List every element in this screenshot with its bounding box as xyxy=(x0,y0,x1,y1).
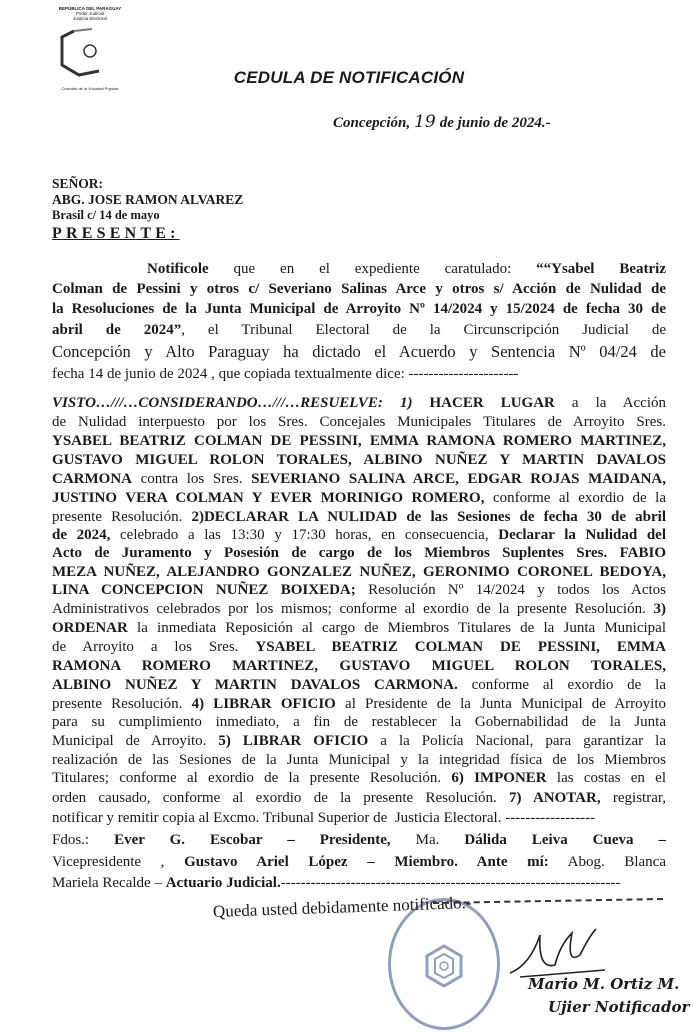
body-text-segment: 6) IMPONER xyxy=(451,770,547,786)
closing-statement: Queda usted debidamente notificado.- xyxy=(212,892,472,921)
body-line xyxy=(52,300,666,318)
body-text-segment: ORDENAR xyxy=(52,620,128,636)
body-line xyxy=(52,853,666,871)
body-text-segment: YSABEL BEATRIZ COLMAN DE PESSINI, EMMA xyxy=(255,639,667,655)
date-day-handwritten: 19 xyxy=(414,112,436,132)
body-text-segment: Abog. Blanca xyxy=(548,854,666,870)
body-text-segment: SEVERIANO SALINA ARCE, EDGAR ROJAS MAIDANA, xyxy=(251,471,666,487)
body-text-segment: 4) LIBRAR OFICIO xyxy=(191,696,336,712)
body-text-segment: Administrativos celebrados por los mismos; conforme al exordio de la presente Resolución. xyxy=(52,601,654,617)
body-line xyxy=(52,489,666,507)
body-line xyxy=(52,676,666,694)
body-text-segment: Actuario Judicial. xyxy=(165,875,281,891)
body-text-segment: conforme al exordio de la xyxy=(484,490,666,506)
recipient-address: Brasil c/ 14 de mayo xyxy=(52,208,160,222)
body-text-segment: fecha 14 de junio de 2024 , que copiada textualmente dice: ---------------------- xyxy=(52,366,519,382)
body-text-segment: notificar y remitir copia al Excmo. Tribunal Superior de Justicia Electoral. ------------------ xyxy=(52,810,596,826)
body-text-segment: , el Tribunal Electoral de la Circunscripción Judicial de xyxy=(181,322,666,338)
body-line xyxy=(52,343,666,361)
date-rest: de junio de 2024.- xyxy=(439,115,551,131)
body-line xyxy=(52,600,666,618)
body-text-segment: 2)DECLARAR LA NULIDAD de las Sesiones de fecha 30 de abril xyxy=(191,509,666,525)
body-text-segment: orden causado, conforme al exordio de la presente Resolución. xyxy=(52,790,510,806)
body-text-segment: presente Resolución. xyxy=(52,509,192,525)
body-text-segment: 3) xyxy=(653,601,666,617)
logo-bottom-text: Custodio de la Voluntad Popular xyxy=(61,86,119,91)
date-line xyxy=(333,112,551,132)
body-text-segment: contra los Sres. xyxy=(132,471,252,487)
body-text-segment: Ever G. Escobar – Presidente, xyxy=(114,832,391,848)
body-line xyxy=(52,260,666,278)
body-line xyxy=(52,695,666,713)
body-line xyxy=(52,874,666,892)
body-line xyxy=(52,751,666,769)
body-text-segment: a la Acción xyxy=(554,395,666,411)
body-line xyxy=(52,732,666,750)
body-line xyxy=(52,713,666,731)
body-line xyxy=(52,526,666,544)
body-text-segment: la Resoluciones de la Junta Municipal de Arroyito Nº 14/2024 y 15/2024 de fecha 30 de xyxy=(52,301,666,317)
body-text-segment: LINA CONCEPCION NUÑEZ BOIXEDA; xyxy=(52,582,356,598)
body-text-segment: 5) LIBRAR OFICIO xyxy=(218,733,369,749)
body-text-segment: Titulares; conforme al exordio de la presente Resolución. xyxy=(52,770,452,786)
body-text-segment: 7) ANOTAR, xyxy=(509,790,601,806)
body-line xyxy=(52,581,666,599)
body-text-segment: Ma. xyxy=(390,832,465,848)
body-text-segment: Municipal de Arroyito. xyxy=(52,733,219,749)
body-line xyxy=(52,280,666,298)
body-text-segment: HACER LUGAR xyxy=(412,395,555,411)
signer-name: Mario M. Ortiz M. xyxy=(528,975,680,993)
body-text-segment: para su cumplimiento inmediato, a fin de restablecer la Gobernabilidad de la Junta xyxy=(52,714,666,730)
body-text-segment: las costas en el xyxy=(546,770,666,786)
body-text-segment: YSABEL BEATRIZ COLMAN DE PESSINI, EMMA RAMONA ROMERO MARTINEZ, xyxy=(52,433,666,449)
stamp-emblem-icon xyxy=(391,901,497,1027)
body-text-segment: Fdos.: xyxy=(52,832,115,848)
body-text-segment: GUSTAVO MIGUEL ROLON TORALES, ALBINO NUÑEZ Y MARTIN DAVALOS xyxy=(52,452,666,468)
body-text-segment: MEZA NUÑEZ, ALEJANDRO GONZALEZ NUÑEZ, GERONIMO CORONEL BEDOYA, xyxy=(52,564,666,580)
body-line xyxy=(52,831,666,849)
body-text-segment: RAMONA ROMERO MARTINEZ, GUSTAVO MIGUEL ROLON TORALES, xyxy=(52,658,666,674)
body-text-segment: JUSTINO VERA COLMAN Y EVER MORINIGO ROMERO, xyxy=(52,490,485,506)
body-text-segment: de Nulidad interpuesto por los Sres. Concejales Municipales Titulares de Arroyito Sres. xyxy=(52,414,666,430)
logo-sub2: Justicia Electoral xyxy=(73,16,107,21)
body-text-segment: Gustavo Ariel López – Miembro. Ante mí: xyxy=(184,854,549,870)
body-text-segment: celebrado a las 13:30 y 17:30 horas, en consecuencia, xyxy=(110,527,499,543)
body-line xyxy=(52,413,666,431)
document-title: CEDULA DE NOTIFICACIÓN xyxy=(233,68,465,87)
body-text-segment: a la Policía Nacional, para garantizar la xyxy=(368,733,666,749)
body-text-segment: -------------------------------------------------------------------- xyxy=(280,875,621,891)
body-text-segment: de 2024, xyxy=(52,527,111,543)
signer-role: Ujier Notificador xyxy=(548,998,690,1016)
body-line xyxy=(52,769,666,787)
body-text-segment: Mariela Recalde – xyxy=(52,875,166,891)
electoral-court-stamp xyxy=(388,898,500,1030)
body-text-segment: Vicepresidente , xyxy=(52,854,185,870)
body-text-segment: Concepción y Alto Paraguay ha dictado el Acuerdo y Sentencia Nº 04/24 de xyxy=(52,342,666,361)
salutation: SEÑOR: xyxy=(52,176,104,191)
body-line xyxy=(52,809,666,827)
body-text-segment: CARMONA xyxy=(52,471,132,487)
body-text-segment: la inmediata Reposición al cargo de Miembros Titulares de la Junta Municipal xyxy=(127,620,666,636)
body-text-segment: Declarar la Nulidad del xyxy=(498,527,667,543)
body-line xyxy=(52,508,666,526)
body-text-segment: ““Ysabel Beatriz xyxy=(536,261,666,277)
body-line xyxy=(52,451,666,469)
date-place: Concepción, xyxy=(333,115,411,131)
body-line xyxy=(52,544,666,562)
body-text-segment: VISTO…///…CONSIDERANDO…///…RESUELVE: 1) xyxy=(52,395,413,411)
body-text-segment: Dálida Leiva Cueva – xyxy=(464,832,666,848)
body-line xyxy=(52,657,666,675)
body-line xyxy=(52,619,666,637)
body-text-segment: ALBINO NUÑEZ Y MARTIN DAVALOS CARMONA. xyxy=(52,677,458,693)
body-line xyxy=(52,321,666,339)
body-text-segment: registrar, xyxy=(600,790,667,806)
body-text-segment: Acto de Juramento y Posesión de cargo de los Miembros Suplentes Sres. FABIO xyxy=(52,545,666,561)
body-text-segment: abril de 2024” xyxy=(52,322,182,338)
body-line xyxy=(52,470,666,488)
body-text-segment: presente Resolución. xyxy=(52,696,192,712)
body-line xyxy=(52,365,666,383)
body-text-segment: Colman de Pessini y otros c/ Severiano Salinas Arce y otros s/ Acción de Nulidad de xyxy=(52,281,666,297)
body-text-segment: al Presidente de la Junta Municipal de Arroyito xyxy=(335,696,666,712)
body-line xyxy=(52,789,666,807)
body-text-segment: Notificole xyxy=(147,261,209,277)
recipient-name: ABG. JOSE RAMON ALVAREZ xyxy=(52,192,244,207)
body-line xyxy=(52,394,666,412)
presente-heading: PRESENTE: xyxy=(52,225,180,242)
body-text-segment: conforme al exordio de la xyxy=(457,677,667,693)
body-text-segment: Resolución Nº 14/2024 y todos los Actos xyxy=(355,582,666,598)
body-line xyxy=(52,638,666,656)
logo-top-text: REPÚBLICA DEL PARAGUAY xyxy=(58,6,122,11)
body-text-segment: de Arroyito a los Sres. xyxy=(52,639,256,655)
body-text-segment: realización de las Sesiones de la Junta Municipal y la integridad física de los Miembros xyxy=(52,752,666,768)
logo-sub1: Poder Judicial xyxy=(75,11,105,16)
body-text-segment: que en el expediente caratulado: xyxy=(208,261,537,277)
body-line xyxy=(52,432,666,450)
body-line xyxy=(52,563,666,581)
